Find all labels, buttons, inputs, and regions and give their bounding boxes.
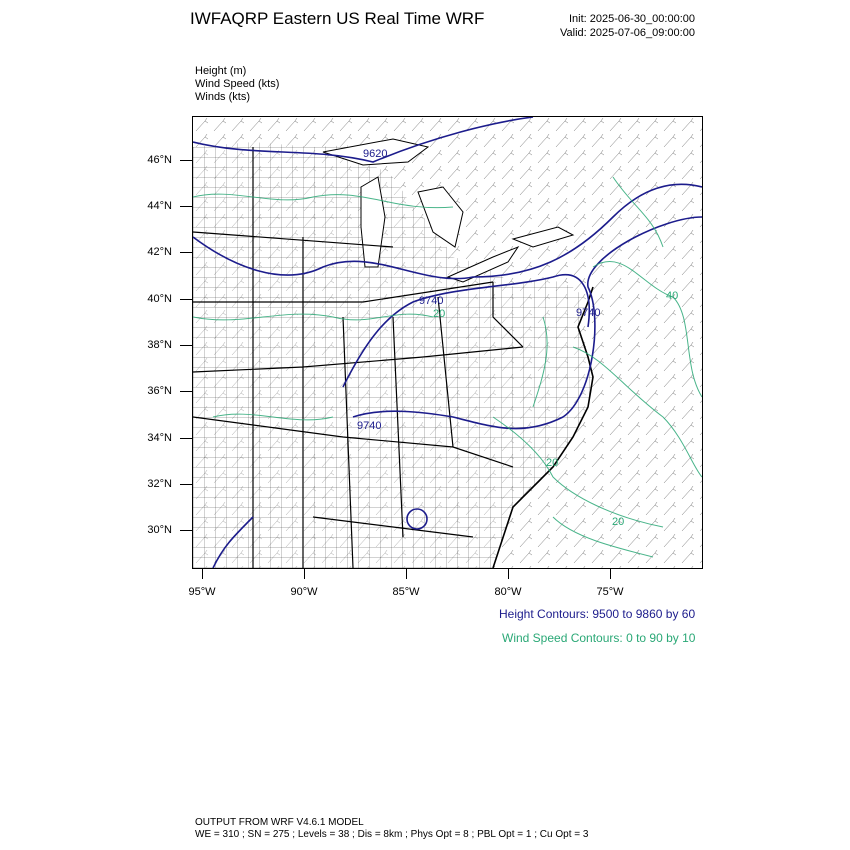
lat-tick <box>180 484 192 485</box>
wind-label-20-a: 20 <box>546 457 559 469</box>
lon-label-95w: 95°W <box>188 586 216 598</box>
lat-label-30n: 30°N <box>147 524 172 536</box>
lon-tick <box>406 569 407 579</box>
lon-label-80w: 80°W <box>494 586 522 598</box>
lat-tick <box>180 160 192 161</box>
plot-title: IWFAQRP Eastern US Real Time WRF <box>190 9 485 28</box>
lat-tick <box>180 299 192 300</box>
lon-label-90w: 90°W <box>290 586 318 598</box>
lat-label-40n: 40°N <box>147 293 172 305</box>
model-info-line2: WE = 310 ; SN = 275 ; Levels = 38 ; Dis = 8km ; Phys Opt = 8 ; PBL Opt = 1 ; Cu Opt = 3 <box>195 829 589 840</box>
valid-time: Valid: 2025-07-06_09:00:00 <box>560 27 695 39</box>
height-label-9620: 9620 <box>363 148 388 160</box>
lat-label-34n: 34°N <box>147 432 172 444</box>
map-canvas <box>193 117 702 568</box>
lon-tick <box>304 569 305 579</box>
model-info-line1: OUTPUT FROM WRF V4.6.1 MODEL <box>195 817 364 828</box>
height-contours-legend: Height Contours: 9500 to 9860 by 60 <box>499 607 696 621</box>
lat-tick <box>180 206 192 207</box>
lon-label-85w: 85°W <box>392 586 420 598</box>
lat-tick <box>180 345 192 346</box>
lat-label-46n: 46°N <box>147 154 172 166</box>
field-label-wind-speed: Wind Speed (kts) <box>195 78 280 90</box>
lat-label-36n: 36°N <box>147 385 172 397</box>
lon-tick <box>610 569 611 579</box>
height-label-9740-c: 9740 <box>357 420 382 432</box>
init-time: Init: 2025-06-30_00:00:00 <box>569 13 695 25</box>
wind-contours-legend: Wind Speed Contours: 0 to 90 by 10 <box>502 631 696 645</box>
height-label-9740-b: 9740 <box>576 307 601 319</box>
wind-label-40: 40 <box>666 290 679 302</box>
lon-label-75w: 75°W <box>596 586 624 598</box>
lat-label-32n: 32°N <box>147 478 172 490</box>
lat-tick <box>180 438 192 439</box>
wind-label-20-b: 20 <box>612 516 625 528</box>
map-panel <box>192 116 703 569</box>
height-label-9740-a: 9740 <box>419 295 444 307</box>
lat-tick <box>180 391 192 392</box>
field-label-height: Height (m) <box>195 65 247 77</box>
lat-label-44n: 44°N <box>147 200 172 212</box>
wind-label-20-c: 20 <box>433 308 446 320</box>
lat-tick <box>180 530 192 531</box>
lat-label-38n: 38°N <box>147 339 172 351</box>
field-label-winds: Winds (kts) <box>195 91 250 103</box>
lat-label-42n: 42°N <box>147 246 172 258</box>
lat-tick <box>180 252 192 253</box>
lon-tick <box>202 569 203 579</box>
lon-tick <box>508 569 509 579</box>
